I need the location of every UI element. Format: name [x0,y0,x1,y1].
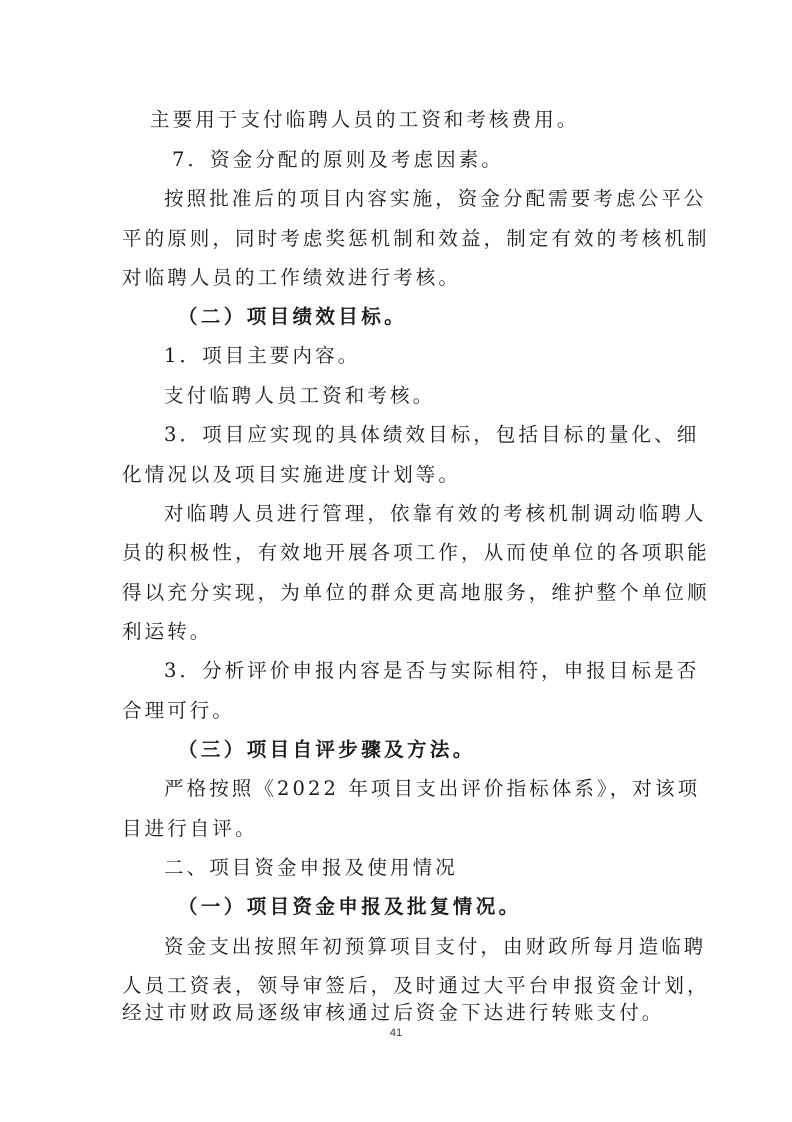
paragraph-line: 主要用于支付临聘人员的工资和考核费用。 [150,108,580,131]
paragraph-line: 7．资金分配的原则及考虑因素。 [172,148,504,171]
paragraph-line: 对临聘人员进行管理，依靠有效的考核机制调动临聘人 [164,502,707,525]
section-heading: （二）项目绩效目标。 [178,305,408,328]
section-heading: （一）项目资金申报及批复情况。 [178,895,522,918]
paragraph-line: 目进行自评。 [122,817,258,840]
paragraph-line: 对临聘人员的工作绩效进行考核。 [122,266,462,289]
paragraph-line: 人员工资表，领导审签后，及时通过大平台申报资金计划， [122,974,710,997]
paragraph-line: 得以充分实现，为单位的群众更高地服务，维护整个单位顺 [122,581,710,604]
page-number: 41 [389,1027,403,1039]
paragraph-line: 化情况以及项目实施进度计划等。 [122,463,462,486]
paragraph-line: 严格按照《2022 年项目支出评价指标体系》，对该项 [164,777,701,800]
paragraph-line: 利运转。 [122,620,213,643]
paragraph-line: 支付临聘人员工资和考核。 [164,384,436,407]
chapter-heading: 二、项目资金申报及使用情况 [164,856,458,879]
paragraph-line: 合理可行。 [122,699,236,722]
paragraph-line: 平的原则，同时考虑奖惩机制和效益，制定有效的考核机制 [122,227,710,250]
paragraph-line: 3．分析评价申报内容是否与实际相符，申报目标是否 [164,659,700,682]
paragraph-line: 资金支出按照年初预算项目支付，由财政所每月造临聘 [164,935,707,958]
section-heading: （三）项目自评步骤及方法。 [178,738,476,761]
paragraph-line: 经过市财政局逐级审核通过后资金下达进行转账支付。 [122,1001,665,1024]
paragraph-line: 1．项目主要内容。 [164,344,361,367]
paragraph-line: 3．项目应实现的具体绩效目标，包括目标的量化、细 [164,423,700,446]
paragraph-line: 按照批准后的项目内容实施，资金分配需要考虑公平公 [164,187,707,210]
paragraph-line: 员的积极性，有效地开展各项工作，从而使单位的各项职能 [122,541,710,564]
